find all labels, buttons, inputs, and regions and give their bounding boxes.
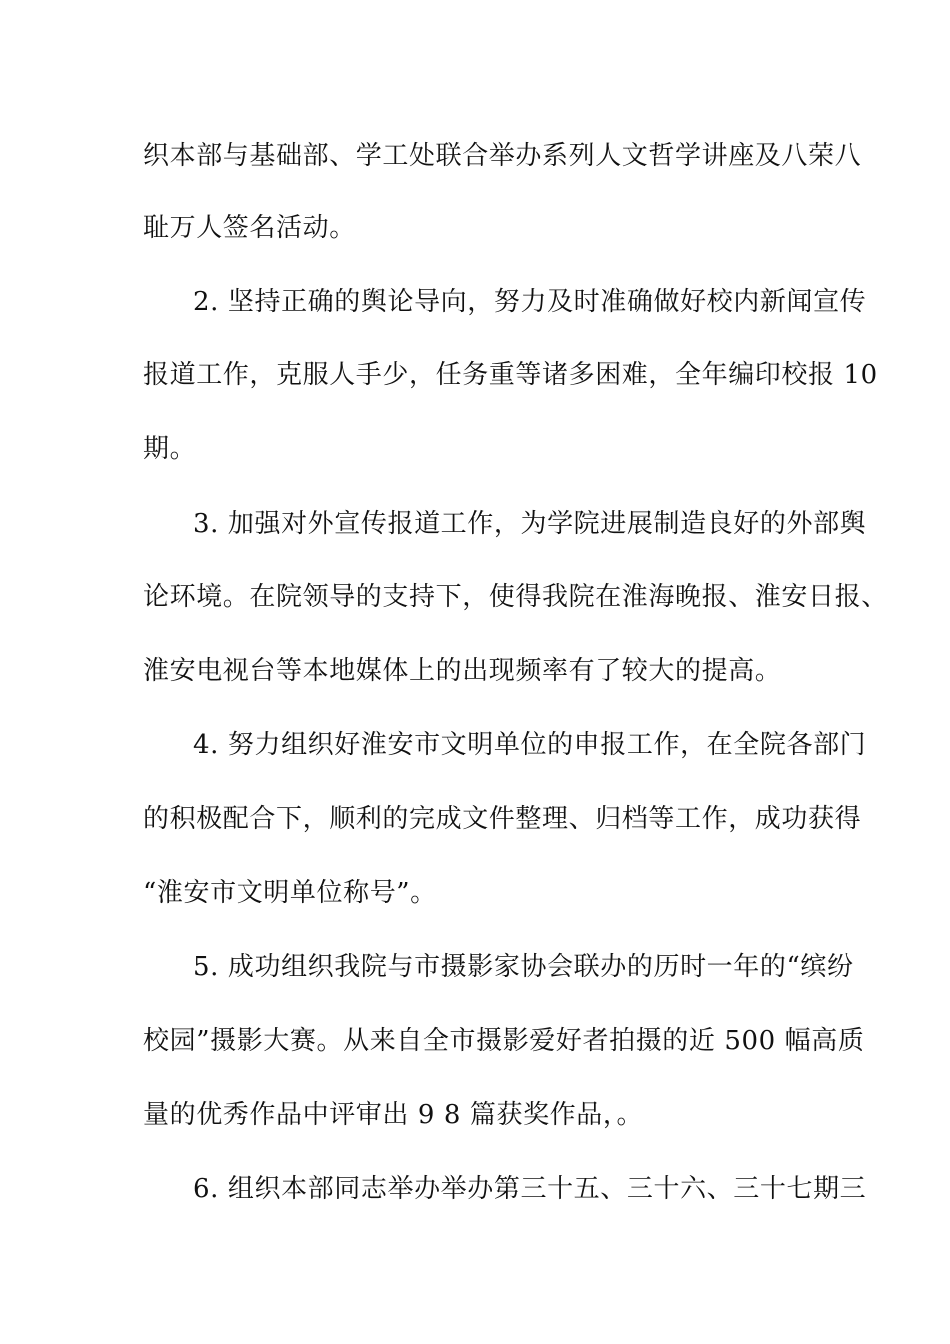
text-line: 量的优秀作品中评审出 9 8 篇获奖作品，。 — [143, 1100, 644, 1130]
text-line: 织本部与基础部、学工处联合举办系列人文哲学讲座及八荣八 — [143, 141, 862, 171]
text-line: 淮安电视台等本地媒体上的出现频率有了较大的提高。 — [143, 656, 782, 686]
text-line: 校园”摄影大赛。从来自全市摄影爱好者拍摄的近 500 幅高质 — [143, 1026, 865, 1056]
text-line: 的积极配合下，顺利的完成文件整理、归档等工作，成功获得 — [143, 804, 862, 834]
paragraph-4-start: 4. 努力组织好淮安市文明单位的申报工作，在全院各部门 — [193, 730, 867, 760]
paragraph-3-start: 3. 加强对外宣传报道工作，为学院进展制造良好的外部舆 — [193, 509, 867, 539]
text-line: 耻万人签名活动。 — [143, 213, 356, 243]
paragraph-2-start: 2. 坚持正确的舆论导向，努力及时准确做好校内新闻宣传 — [193, 287, 867, 317]
text-line: 论环境。在院领导的支持下，使得我院在淮海晚报、淮安日报、 — [143, 582, 888, 612]
paragraph-5-start: 5. 成功组织我院与市摄影家协会联办的历时一年的“缤纷 — [193, 952, 854, 982]
text-line: 期。 — [143, 434, 197, 464]
text-line: 报道工作，克服人手少，任务重等诸多困难，全年编印校报 10 — [143, 360, 878, 390]
paragraph-6-start: 6. 组织本部同志举办举办第三十五、三十六、三十七期三 — [193, 1174, 867, 1204]
text-line: “淮安市文明单位称号”。 — [143, 878, 437, 908]
